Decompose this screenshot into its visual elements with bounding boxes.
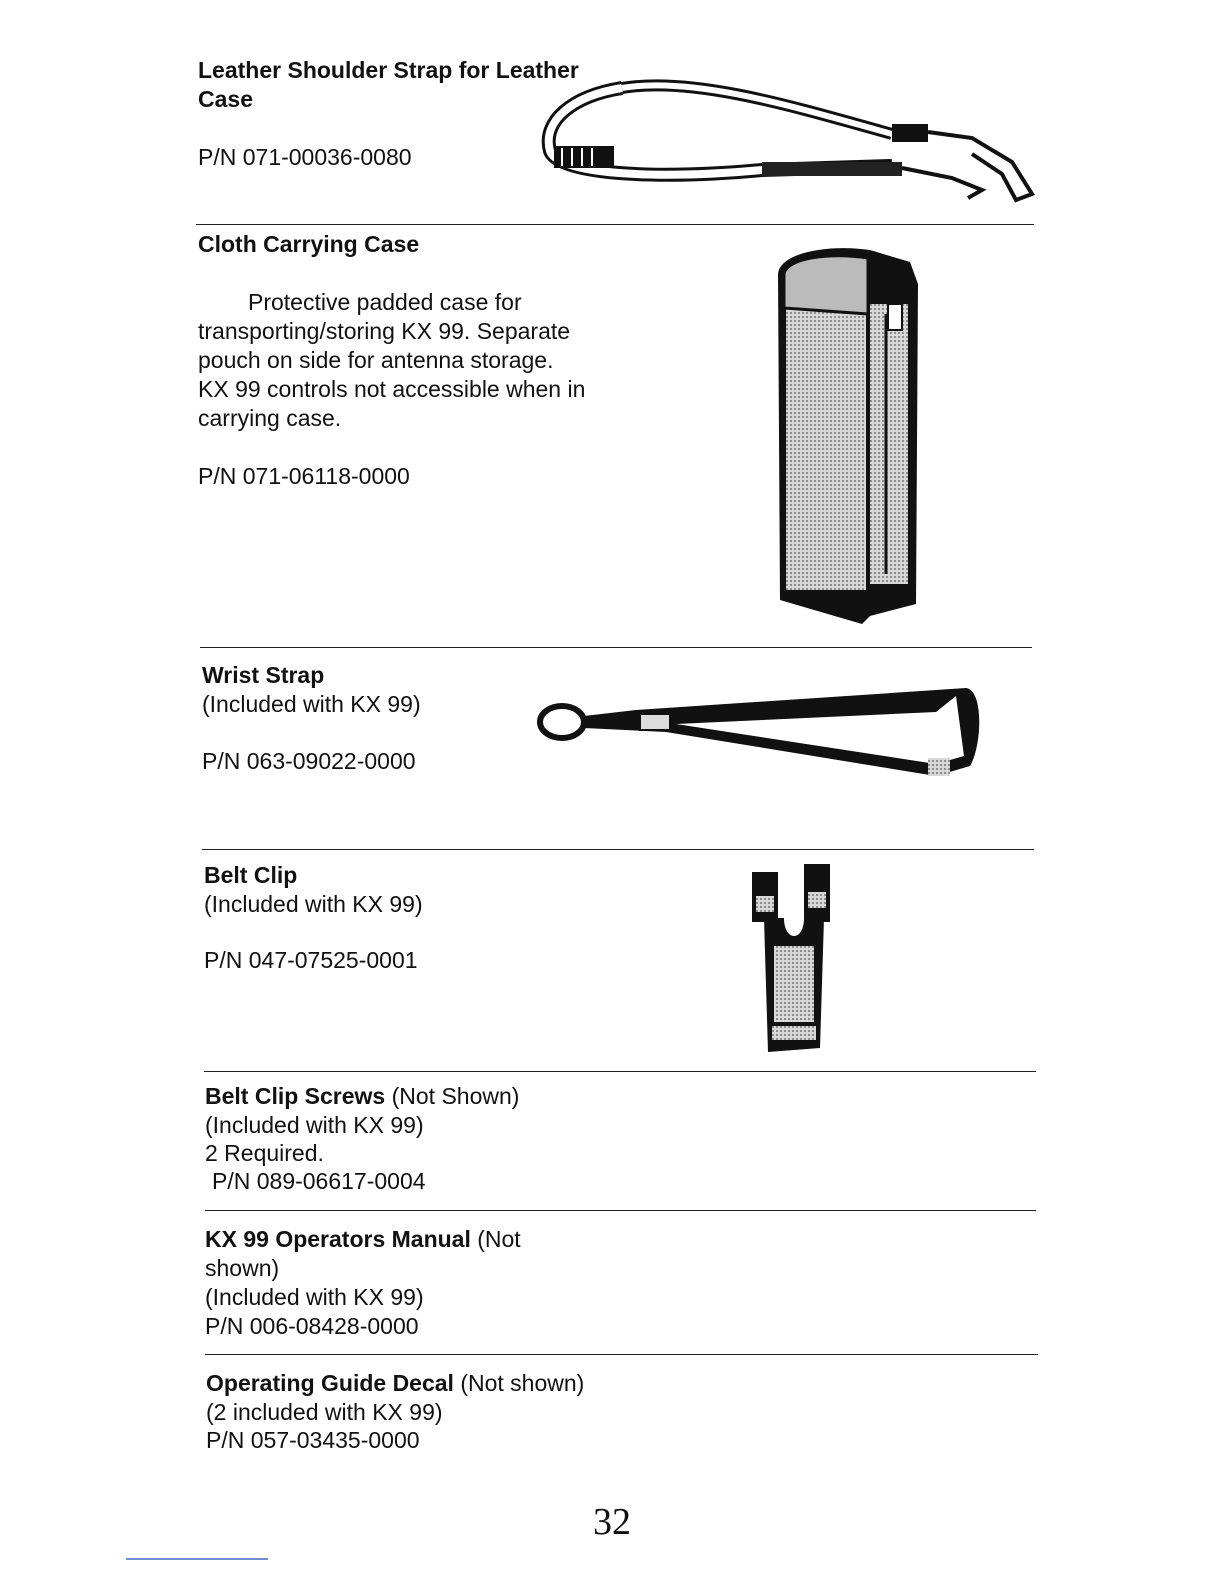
item-title-suffix: (Not Shown) [385,1083,520,1109]
item-title-suffix-line2: shown) [205,1255,280,1281]
description-line: KX 99 controls not accessible when in [198,376,586,402]
description-line: Protective padded case for [248,289,522,315]
item-title-operating-guide-decal [206,1369,584,1398]
part-number-operators-manual: P/N 006-08428-0000 [205,1313,419,1339]
section-divider [196,224,1034,225]
item-title-bold: Belt Clip Screws [205,1083,386,1109]
description-line: pouch on side for antenna storage. [198,347,554,373]
item-title-suffix: (Not [470,1226,521,1252]
item-title-suffix: (Not shown) [453,1370,585,1396]
section-divider [205,1210,1036,1211]
item-title-bold: Operating Guide Decal [206,1370,454,1396]
item-title-carrying-case: Cloth Carrying Case [198,231,420,257]
footer-line [126,1558,268,1560]
part-number-belt-clip-screws: P/N 089-06617-0004 [212,1168,426,1194]
item-note-operators-manual: (Included with KX 99) [205,1284,424,1310]
item-title-belt-clip-screws [205,1082,519,1111]
part-number-operating-guide-decal: P/N 057-03435-0000 [206,1427,420,1453]
wrist-strap-image [536,676,986,792]
part-number-shoulder-strap: P/N 071-00036-0080 [198,144,412,170]
item-title-shoulder-strap: Leather Shoulder Strap for Leather [198,57,579,83]
item-note-belt-clip-screws: (Included with KX 99) [205,1112,424,1138]
description-line: carrying case. [198,405,342,431]
page-number: 32 [593,1501,631,1543]
section-divider [204,1071,1036,1072]
item-note-belt-clip: (Included with KX 99) [204,891,423,917]
item-title-belt-clip: Belt Clip [204,862,298,888]
belt-clip-image [744,862,840,1058]
item-quantity-belt-clip-screws: 2 Required. [205,1140,324,1166]
item-title-wrist-strap: Wrist Strap [202,662,325,688]
item-title-shoulder-strap-line2: Case [198,86,253,112]
part-number-carrying-case: P/N 071-06118-0000 [198,463,410,489]
carrying-case-image [770,244,926,630]
shoulder-strap-image [532,66,1042,212]
section-divider [202,849,1034,850]
part-number-wrist-strap: P/N 063-09022-0000 [202,748,416,774]
item-title-bold: KX 99 Operators Manual [205,1226,471,1252]
item-note-wrist-strap: (Included with KX 99) [202,691,421,717]
description-line: transporting/storing KX 99. Separate [198,318,571,344]
part-number-belt-clip: P/N 047-07525-0001 [204,947,418,973]
section-divider [200,647,1032,648]
section-divider [205,1354,1038,1355]
item-note-operating-guide-decal: (2 included with KX 99) [206,1399,443,1425]
item-title-operators-manual [205,1225,521,1254]
